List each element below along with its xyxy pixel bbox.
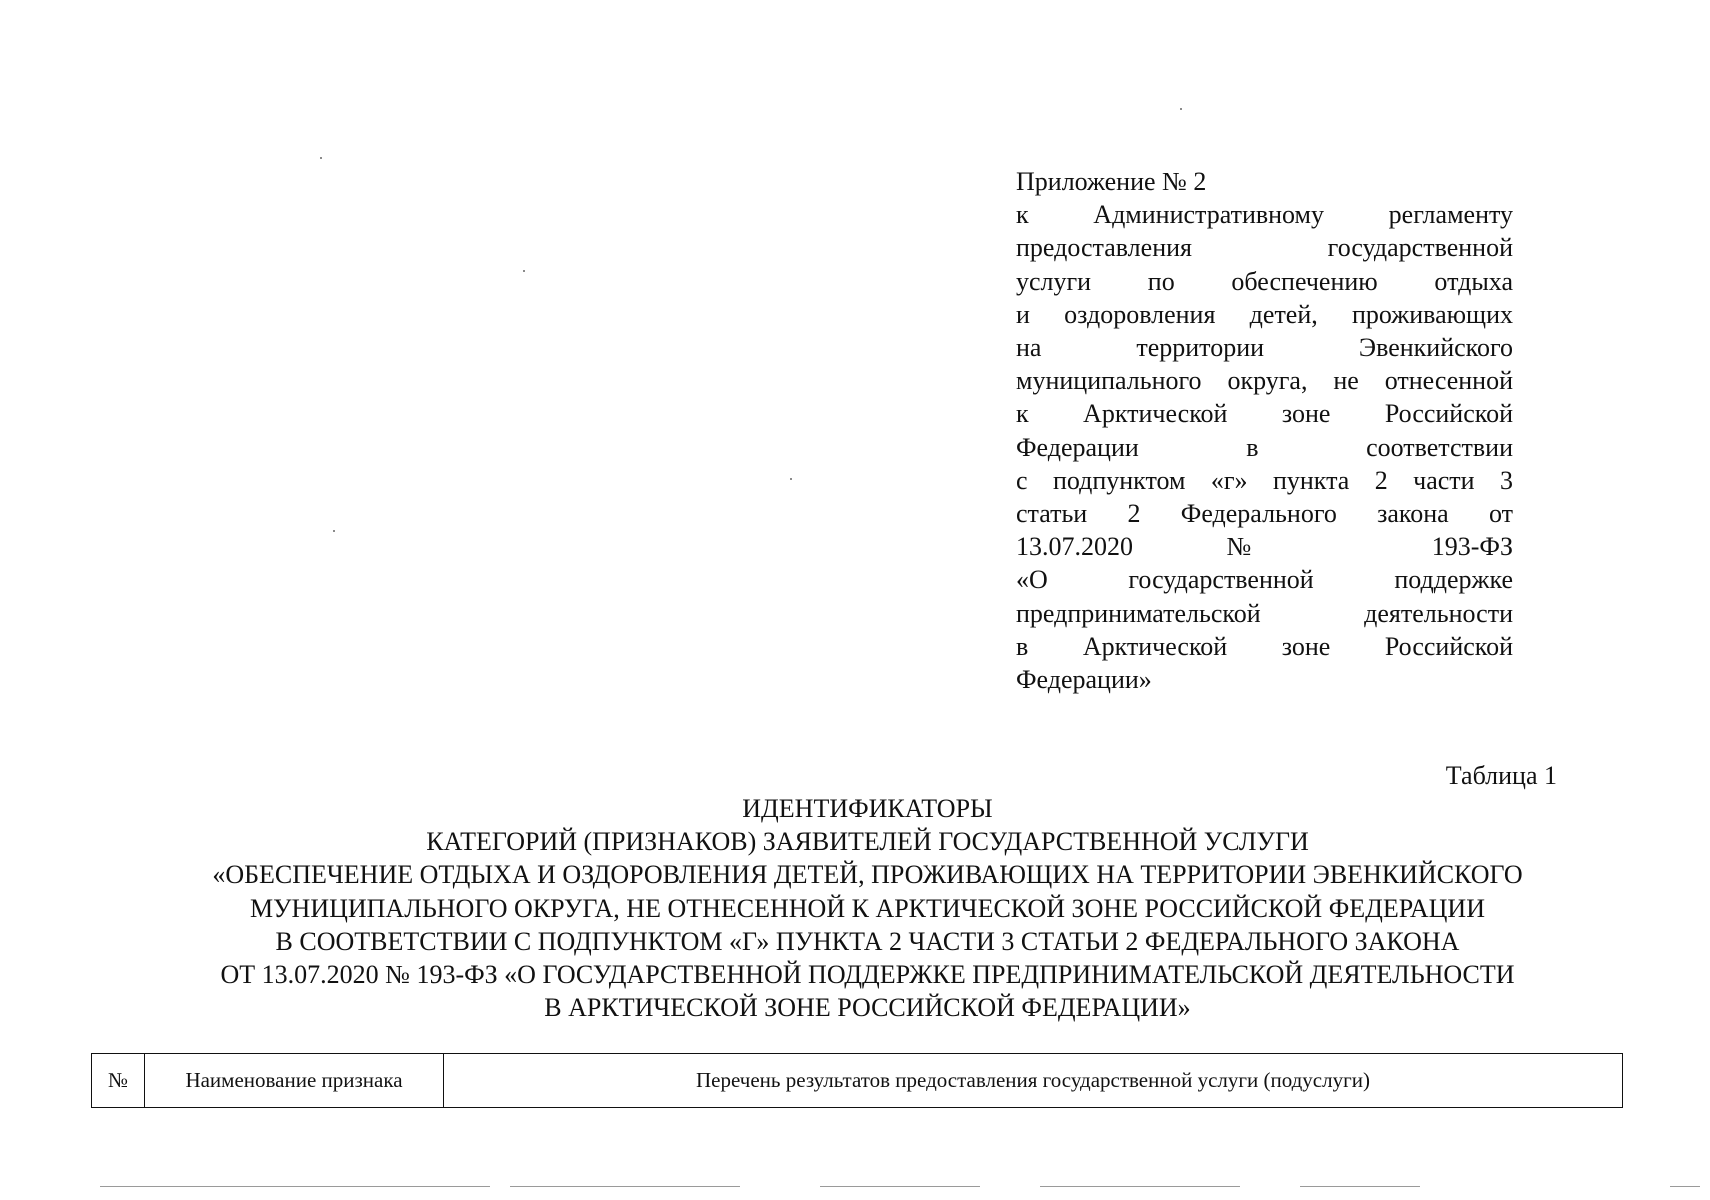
annex-title: Приложение № 2 [1016, 167, 1207, 196]
scan-artifact-line [1670, 1186, 1700, 1187]
scan-artifact-line [100, 1186, 490, 1187]
annex-line: к Арктической зоне Российской [1016, 399, 1513, 429]
annex-block [1016, 165, 1513, 696]
annex-line: Федерации» [1016, 665, 1152, 695]
heading-line: ИДЕНТИФИКАТОРЫ [742, 794, 993, 823]
scan-speck [320, 157, 322, 159]
annex-line: Федерации в соответствии [1016, 432, 1513, 462]
table-header-row [92, 1054, 1623, 1108]
annex-line: на территории Эвенкийского [1016, 333, 1513, 363]
column-header-number: № [92, 1054, 145, 1108]
annex-line: в Арктической зоне Российской [1016, 631, 1513, 661]
annex-line: к Административному регламенту [1016, 200, 1513, 230]
annex-line: «О государственной поддержке [1016, 565, 1513, 595]
scan-artifact-line [820, 1186, 980, 1187]
annex-line: статьи 2 Федерального закона от [1016, 499, 1513, 529]
heading-line: КАТЕГОРИЙ (ПРИЗНАКОВ) ЗАЯВИТЕЛЕЙ ГОСУДАРСТВЕННОЙ УСЛУГИ [426, 827, 1309, 857]
heading-line: ОТ 13.07.2020 № 193-ФЗ «О ГОСУДАРСТВЕННОЙ ПОДДЕРЖКЕ ПРЕДПРИНИМАТЕЛЬСКОЙ ДЕЯТЕЛЬНОСТИ [220, 960, 1515, 990]
scan-speck [523, 270, 525, 272]
heading-line: МУНИЦИПАЛЬНОГО ОКРУГА, НЕ ОТНЕСЕННОЙ К АРКТИЧЕСКОЙ ЗОНЕ РОССИЙСКОЙ ФЕДЕРАЦИИ [250, 893, 1485, 923]
column-header-attribute-name: Наименование признака [145, 1054, 444, 1108]
heading-line: В СООТВЕТСТВИИ С ПОДПУНКТОМ «Г» ПУНКТА 2 ЧАСТИ 3 СТАТЬИ 2 ФЕДЕРАЛЬНОГО ЗАКОНА [275, 926, 1460, 956]
annex-line: и оздоровления детей, проживающих [1016, 299, 1513, 329]
annex-line: муниципального округа, не отнесенной [1016, 366, 1513, 396]
column-header-results-list: Перечень результатов предоставления государственной услуги (подуслуги) [444, 1054, 1623, 1108]
annex-line: с подпунктом «г» пункта 2 части 3 [1016, 465, 1513, 495]
heading-line: В АРКТИЧЕСКОЙ ЗОНЕ РОССИЙСКОЙ ФЕДЕРАЦИИ» [544, 993, 1191, 1023]
identifiers-table [91, 1053, 1623, 1108]
annex-line: предпринимательской деятельности [1016, 598, 1513, 628]
annex-line: услуги по обеспечению отдыха [1016, 266, 1513, 296]
scan-speck [790, 478, 792, 480]
scan-artifact-line [510, 1186, 740, 1187]
heading-line: «ОБЕСПЕЧЕНИЕ ОТДЫХА И ОЗДОРОВЛЕНИЯ ДЕТЕЙ, ПРОЖИВАЮЩИХ НА ТЕРРИТОРИИ ЭВЕНКИЙСКОГО [212, 860, 1523, 890]
annex-line: предоставления государственной [1016, 233, 1513, 263]
table-label: Таблица 1 [1445, 761, 1557, 790]
scan-artifact-line [1040, 1186, 1240, 1187]
document-heading [0, 792, 1710, 1024]
annex-line: 13.07.2020 № 193-ФЗ [1016, 532, 1513, 562]
scan-artifact-line [1300, 1186, 1420, 1187]
scan-speck [333, 530, 335, 532]
scan-speck [1180, 108, 1182, 110]
